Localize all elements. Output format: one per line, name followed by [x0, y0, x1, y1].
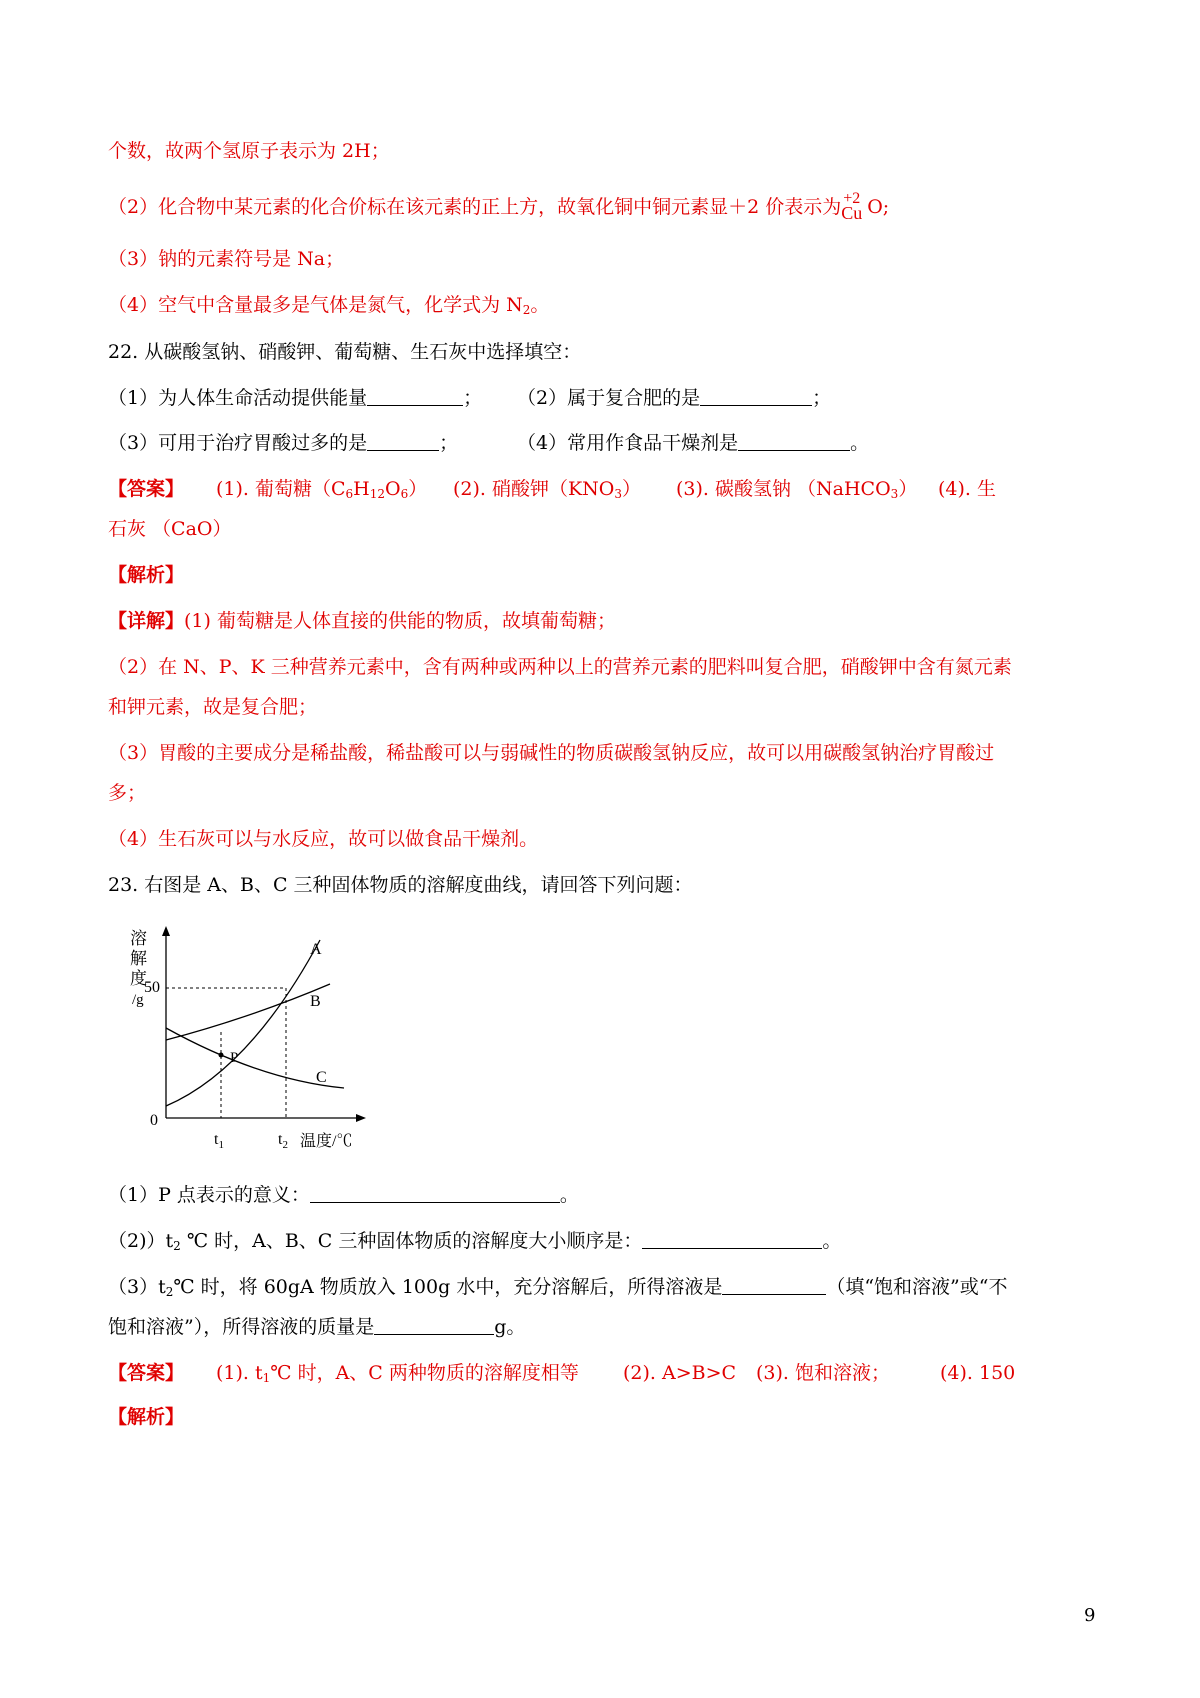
q22-parts-row-2 [108, 428, 458, 458]
t1-text: t [214, 1131, 219, 1148]
text: （3）胃酸的主要成分是稀盐酸，稀盐酸可以与弱碱性的物质碳酸氢钠反应，故可以用碳酸氢钠治疗胃酸过 [108, 742, 995, 764]
answer-3: (3). 饱和溶液； [756, 1362, 890, 1384]
text: （2）在 N、P、K 三种营养元素中，含有两种或两种以上的营养元素的肥料叫复合肥，硝酸钾中含有氮元素 [108, 656, 1012, 678]
text: H [353, 478, 370, 500]
text: （2）属于复合肥的是 [517, 387, 701, 409]
text: (1). 葡萄糖（C [216, 478, 346, 500]
q22-detail-2b [108, 692, 317, 722]
t2-text: t [278, 1131, 283, 1148]
answer-2: (2). A>B>C [623, 1362, 737, 1384]
q22-analysis-label [108, 560, 184, 590]
analysis-line-1 [108, 136, 390, 166]
subscript: 3 [890, 487, 899, 501]
text: ℃ 时，将 60gA 物质放入 100g 水中，充分溶解后，所得溶液是 [173, 1276, 723, 1298]
text: ； [439, 432, 459, 454]
answer-blank [367, 431, 439, 451]
subscript: 3 [614, 487, 623, 501]
subscript: 6 [345, 487, 354, 501]
element-symbol: Cu [841, 203, 863, 223]
answer-4: (4). 150 [940, 1362, 1016, 1384]
subscript: 2 [522, 303, 531, 317]
t2-label [278, 1131, 288, 1151]
subscript: 2 [165, 1285, 174, 1299]
text: ； [463, 387, 483, 409]
answer-blank [722, 1275, 826, 1295]
y-label-char: /g [132, 992, 144, 1008]
q22-detail-1 [108, 606, 616, 636]
text: （2)）t [108, 1230, 174, 1252]
text: （4）空气中含量最多是气体是氮气，化学式为 N [108, 294, 523, 316]
text: 。 [559, 1184, 579, 1206]
subscript: 6 [400, 487, 409, 501]
text: 22. 从碳酸氢钠、硝酸钾、葡萄糖、生石灰中选择填空： [108, 341, 582, 363]
q23-answer [108, 1358, 1098, 1388]
answer-4: (4). 生 [938, 478, 996, 500]
text: 。 [850, 432, 870, 454]
origin-label: 0 [150, 1112, 158, 1129]
answer-blank [700, 386, 812, 406]
detail-label: 【详解】 [108, 610, 185, 632]
curve-b [166, 984, 330, 1040]
text: （2）化合物中某元素的化合价标在该元素的正上方，故氧化铜中铜元素显＋2 价表示为 [108, 196, 842, 218]
t1-label [214, 1131, 224, 1151]
q23-part-3 [108, 1272, 1007, 1302]
text: O [385, 478, 401, 500]
page-number: 9 [1084, 1605, 1096, 1626]
text: (2). 硝酸钾（KNO [453, 478, 615, 500]
q22-answer-cont [108, 514, 231, 544]
curve-a [166, 940, 320, 1106]
answer-blank [374, 1315, 494, 1335]
subscript: 2 [173, 1239, 181, 1253]
text: （4）常用作食品干燥剂是 [517, 432, 739, 454]
answer-blank [642, 1229, 822, 1249]
q22-detail-3b [108, 778, 146, 808]
text: ℃ 时，A、B、C 三种固体物质的溶解度大小顺序是： [180, 1230, 643, 1252]
answer-label: 【答案】 [108, 478, 185, 500]
text: (3). 碳酸氢钠 （NaHCO [676, 478, 891, 500]
answer-blank [367, 386, 463, 406]
t1-sub: 1 [218, 1139, 224, 1151]
text: （3）可用于治疗胃酸过多的是 [108, 432, 368, 454]
q23-analysis-label [108, 1402, 184, 1432]
text: 多； [108, 782, 147, 804]
text: 和钾元素，故是复合肥； [108, 696, 318, 718]
solubility-curve-figure [130, 920, 390, 1160]
q23-part-2 [108, 1226, 841, 1256]
text: 。 [822, 1230, 842, 1252]
answer-blank [738, 431, 850, 451]
analysis-line-4 [108, 290, 549, 320]
answer-1 [216, 474, 427, 504]
q23-part-1 [108, 1180, 579, 1210]
text: 饱和溶液”），所得溶液的质量是 [108, 1316, 375, 1338]
t2-sub: 2 [282, 1139, 288, 1151]
q23-part-3-cont [108, 1312, 525, 1342]
text: 石灰 （CaO） [108, 518, 232, 540]
text: （3）t [108, 1276, 166, 1298]
text: （4）生石灰可以与水反应，故可以做食品干燥剂。 [108, 828, 539, 850]
text: (1). t [216, 1362, 263, 1384]
q22-detail-2a [108, 652, 1012, 682]
text: ℃ 时，A、C 两种物质的溶解度相等 [270, 1362, 579, 1384]
q22-detail-4 [108, 824, 538, 854]
q22-parts-row-1 [108, 383, 482, 413]
curve-c-label: C [316, 1069, 327, 1086]
subscript: 12 [369, 487, 386, 501]
q22-part-2 [517, 383, 831, 413]
y-axis-arrow [162, 926, 170, 936]
text: （填“饱和溶液”或“不 [826, 1276, 1008, 1298]
text: （1）为人体生命活动提供能量 [108, 387, 368, 409]
text: 【解析】 [108, 564, 185, 586]
point-p-label: P [230, 1050, 239, 1066]
q22-part-4 [517, 428, 869, 458]
x-axis-label: 温度/℃ [300, 1133, 353, 1150]
text: （3）钠的元素符号是 Na； [108, 248, 345, 270]
text: 23. 右图是 A、B、C 三种固体物质的溶解度曲线，请回答下列问题： [108, 874, 693, 896]
text: (1) 葡萄糖是人体直接的供能的物质，故填葡萄糖； [184, 610, 616, 632]
answer-1 [216, 1358, 579, 1388]
valence: +2 [843, 190, 861, 207]
y-label-char: 溶 [130, 929, 147, 948]
analysis-line-2 [108, 192, 889, 222]
text: 。 [530, 294, 550, 316]
text: （1）P 点表示的意义： [108, 1184, 310, 1206]
y-label-char: 解 [130, 949, 147, 968]
answer-label: 【答案】 [108, 1362, 185, 1384]
q22-detail-3a [108, 738, 994, 768]
text: 个数，故两个氢原子表示为 2H； [108, 140, 390, 162]
q22-answer [108, 474, 1098, 504]
text: g。 [494, 1316, 526, 1338]
analysis-line-3 [108, 244, 344, 274]
answer-3 [676, 474, 917, 504]
text: ） [622, 478, 642, 500]
answer-2 [453, 474, 641, 504]
cu-valence-notation [841, 192, 867, 222]
q23-title [108, 870, 693, 900]
text: ） [408, 478, 428, 500]
curve-a-label: A [310, 941, 322, 958]
x-axis-arrow [356, 1114, 366, 1122]
q22-title [108, 337, 581, 367]
text: O; [867, 196, 890, 218]
text: ） [898, 478, 918, 500]
y-label-char: 度 [130, 969, 147, 988]
answer-blank [310, 1183, 560, 1203]
text: 【解析】 [108, 1406, 185, 1428]
curve-b-label: B [310, 993, 321, 1010]
point-p-dot [219, 1053, 224, 1058]
text: ； [812, 387, 832, 409]
y-tick-50: 50 [144, 979, 160, 996]
subscript: 1 [262, 1371, 271, 1385]
